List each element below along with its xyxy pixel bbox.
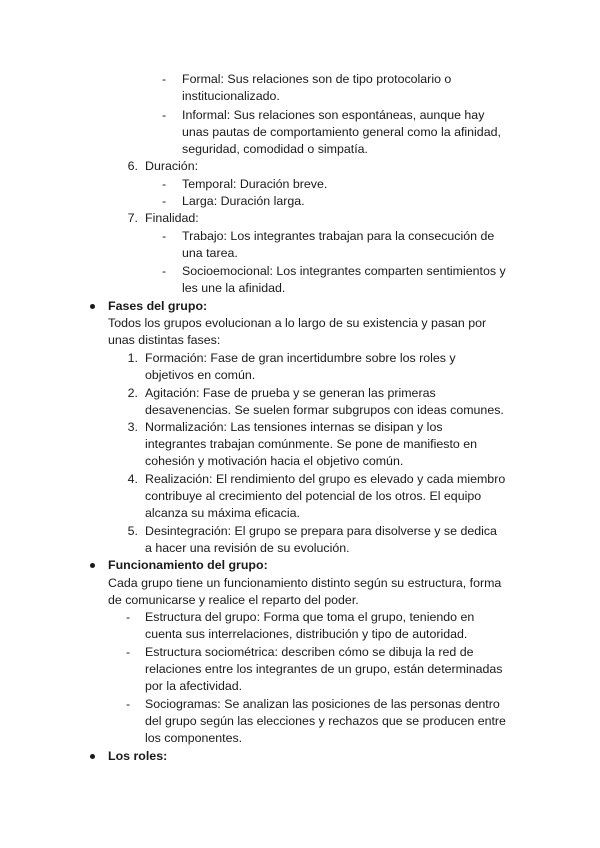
fase-3-line-3: cohesión y motivación hacia el objetivo común.	[145, 454, 404, 468]
trabajo-line-1: Trabajo: Los integrantes trabajan para la consecución de	[182, 229, 495, 243]
sociometrica-line-1: Estructura sociométrica: describen cómo se dibuja la red de	[145, 645, 474, 659]
list-dash: -	[126, 610, 131, 624]
list-number: 6.	[127, 159, 138, 173]
list-number: 1.	[127, 351, 138, 365]
fase-4-line-3: alcanza su máxima eficacia.	[145, 506, 300, 520]
fase-5-line-2: a hacer una revisión de su evolución.	[145, 541, 350, 555]
sociometrica-line-3: por la afectividad.	[145, 679, 243, 693]
list-dash: -	[162, 194, 167, 208]
sociogramas-line-3: los componentes.	[145, 731, 243, 745]
sociogramas-line-1: Sociogramas: Se analizan las posiciones de las personas dentro	[145, 697, 500, 711]
list-number: 7.	[127, 211, 138, 225]
list-dash: -	[126, 645, 131, 659]
funcionamiento-title: Funcionamiento del grupo:	[108, 558, 268, 572]
duracion-sub-2: Larga: Duración larga.	[182, 194, 305, 208]
bullet-icon	[90, 563, 95, 568]
list-number: 3.	[127, 420, 138, 434]
bullet-icon	[90, 754, 95, 759]
list-number: 4.	[127, 472, 138, 486]
duracion-sub-1: Temporal: Duración breve.	[182, 177, 328, 191]
fase-3-line-2: integrantes trabajan comúnmente. Se pone de manifiesto en	[145, 437, 478, 451]
fases-intro-1: Todos los grupos evolucionan a lo largo de su existencia y pasan por	[108, 316, 487, 330]
formal-line-1: Formal: Sus relaciones son de tipo protocolario o	[182, 72, 452, 86]
socio-line-1: Socioemocional: Los integrantes comparten sentimientos y	[182, 264, 506, 278]
funcionamiento-intro-1: Cada grupo tiene un funcionamiento distinto según su estructura, forma	[108, 576, 502, 590]
list-number: 5.	[127, 524, 138, 538]
fase-1-line-2: objetivos en común.	[145, 368, 256, 382]
duracion-label: Duración:	[145, 159, 199, 173]
list-dash: -	[162, 229, 167, 243]
fase-5-line-1: Desintegración: El grupo se prepara para disolverse y se dedica	[145, 524, 497, 538]
list-dash: -	[162, 108, 167, 122]
fase-1-line-1: Formación: Fase de gran incertidumbre sobre los roles y	[145, 351, 456, 365]
fases-title: Fases del grupo:	[108, 299, 208, 313]
informal-line-2: unas pautas de comportamiento general como la afinidad,	[182, 125, 501, 139]
list-number: 2.	[127, 386, 138, 400]
informal-line-1: Informal: Sus relaciones son espontáneas, aunque hay	[182, 108, 485, 122]
list-dash: -	[162, 72, 167, 86]
estructura-line-2: cuenta sus interrelaciones, distribución y tipo de autoridad.	[145, 627, 468, 641]
roles-title: Los roles:	[108, 749, 168, 763]
fase-4-line-1: Realización: El rendimiento del grupo es elevado y cada miembro	[145, 472, 506, 486]
socio-line-2: les une la afinidad.	[182, 281, 286, 295]
finalidad-label: Finalidad:	[145, 211, 199, 225]
funcionamiento-intro-2: de comunicarse y realice el reparto del poder.	[108, 593, 359, 607]
bullet-icon	[90, 304, 95, 309]
list-dash: -	[162, 264, 167, 278]
fase-2-line-1: Agitación: Fase de prueba y se generan las primeras	[145, 386, 436, 400]
formal-line-2: institucionalizado.	[182, 89, 280, 103]
sociometrica-line-2: relaciones entre los integrantes de un grupo, están determinadas	[145, 662, 503, 676]
trabajo-line-2: una tarea.	[182, 246, 238, 260]
list-dash: -	[126, 697, 131, 711]
fases-intro-2: unas distintas fases:	[108, 333, 221, 347]
informal-line-3: seguridad, comodidad o simpatía.	[182, 142, 368, 156]
fase-3-line-1: Normalización: Las tensiones internas se disipan y los	[145, 420, 443, 434]
fase-4-line-2: contribuye al crecimiento del potencial de los otros. El equipo	[145, 489, 482, 503]
list-dash: -	[162, 177, 167, 191]
sociogramas-line-2: del grupo según las elecciones y rechazos que se producen entre	[145, 714, 506, 728]
fase-2-line-2: desavenencias. Se suelen formar subgrupos con ideas comunes.	[145, 403, 504, 417]
estructura-line-1: Estructura del grupo: Forma que toma el grupo, teniendo en	[145, 610, 475, 624]
